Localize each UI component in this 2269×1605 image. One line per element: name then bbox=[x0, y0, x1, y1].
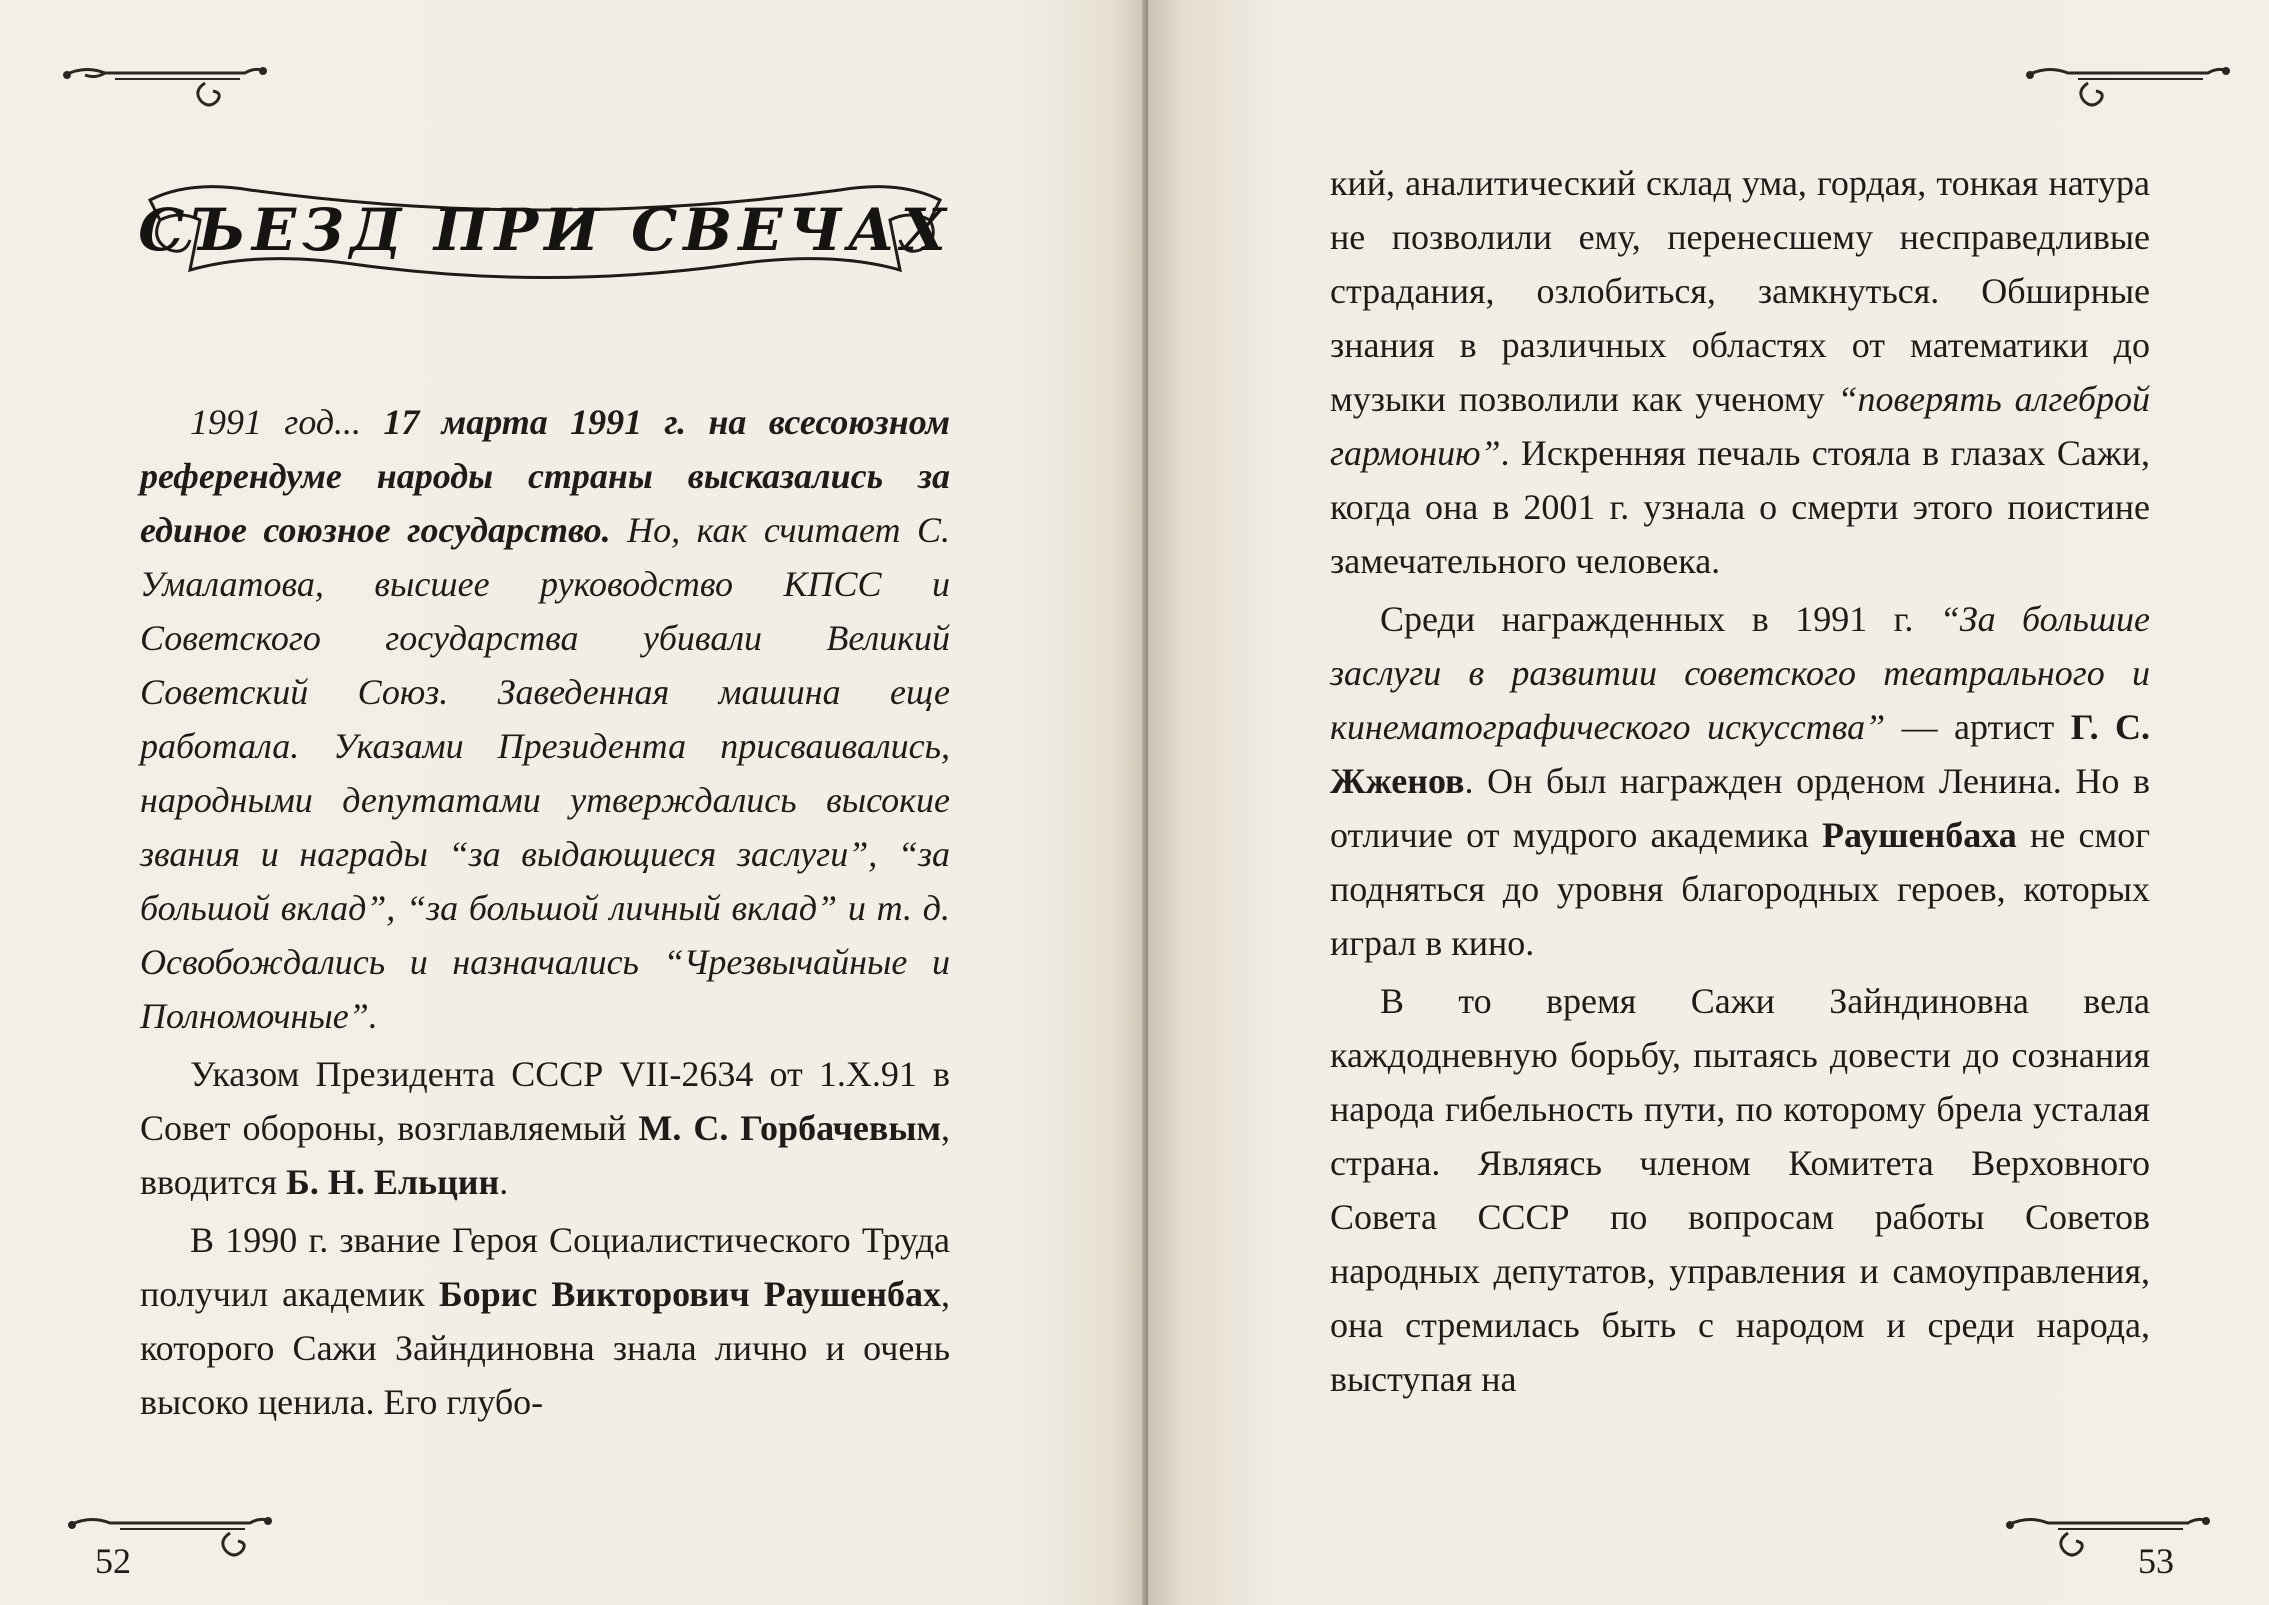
text-run: Среди награжденных в 1991 г. bbox=[1380, 599, 1940, 639]
text-run: Борис Викторович Раушенбах bbox=[438, 1274, 941, 1314]
page-number-right: 53 bbox=[2138, 1541, 2174, 1581]
text-run: . Он был награжден орденом Ленина. Но в отличие от мудрого академика bbox=[1330, 761, 2150, 855]
ornament-scroll-icon bbox=[55, 45, 275, 125]
text-run: “поверять алгеброй гармонию” bbox=[1330, 379, 2151, 473]
text-run: — артист bbox=[1885, 707, 2071, 747]
right-paragraph-1 bbox=[1330, 156, 2150, 588]
text-run: Г. С. Жженов bbox=[1330, 707, 2151, 801]
right-page bbox=[1148, 0, 2269, 1605]
text-run: . bbox=[499, 1162, 509, 1202]
text-run: М. С. Горбачевым bbox=[638, 1108, 941, 1148]
right-body-text bbox=[1330, 156, 2150, 1410]
text-run: , вводится bbox=[140, 1108, 950, 1202]
left-paragraph-1 bbox=[140, 395, 950, 1043]
text-run: “За большие заслуги в развитии советского театрального и кинематографического искусства” bbox=[1330, 599, 2150, 747]
ornament-scroll-icon bbox=[60, 1495, 280, 1575]
left-paragraph-2 bbox=[140, 1047, 950, 1209]
text-run: 1991 год... bbox=[190, 402, 384, 442]
left-body-text bbox=[140, 395, 950, 1433]
ornament-scroll-icon bbox=[1998, 1495, 2218, 1575]
title-banner bbox=[130, 160, 960, 300]
text-run: Раушенбаха bbox=[1821, 815, 2017, 855]
text-run: Б. Н. Ельцин bbox=[286, 1162, 500, 1202]
ornament-scroll-icon bbox=[2018, 45, 2238, 125]
text-run: В 1990 г. звание Героя Социалистического Труда получил академик bbox=[140, 1220, 950, 1314]
text-run: 17 марта 1991 г. на всесоюзном референдуме народы страны высказались за единое союзное государство. bbox=[140, 402, 951, 550]
text-run: В то время Сажи Зайндиновна вела каждодневную борьбу, пытаясь довести до сознания народа гибельность пути, по которому брела усталая страна. Являясь членом Комитета Верховного Совета СССР по вопросам работы Советов народных депутатов, управления и самоуправления, она стремилась быть с народом и среди народа, выступая на bbox=[1330, 981, 2150, 1399]
text-run: Но, как считает С. Умалатова, высшее руководство КПСС и Советского государства убивали Великий Советский Союз. Заведенная машина еще работала. Указами Президента присваивались, народными депутатами утверждались высокие звания и награды “за выдающиеся заслуги”, “за большой вклад”, “за большой личный вклад” и т. д. Освобождались и назначались “Чрезвычайные и Полномочные”. bbox=[140, 510, 950, 1036]
text-run: . Искренняя печаль стояла в глазах Сажи, когда она в 2001 г. узнала о смерти этого поистине замечательного человека. bbox=[1330, 433, 2150, 581]
page-title: СЪЕЗД ПРИ СВЕЧАХ bbox=[138, 196, 952, 264]
text-run: кий, аналитический склад ума, гордая, тонкая натура не позволили ему, перенесшему несправедливые страдания, озлобиться, замкнуться. Обширные знания в различных областях от математики до музыки позволили как ученому bbox=[1330, 163, 2150, 419]
left-paragraph-3 bbox=[140, 1213, 950, 1429]
right-paragraph-3 bbox=[1330, 974, 2150, 1406]
text-run: , которого Сажи Зайндиновна знала лично и очень высоко ценила. Его глубо- bbox=[140, 1274, 950, 1422]
text-run: Указом Президента СССР VII-2634 от 1.X.91 в Совет обороны, возглавляемый bbox=[140, 1054, 950, 1148]
page-number-left: 52 bbox=[95, 1541, 131, 1581]
right-paragraph-2 bbox=[1330, 592, 2150, 970]
text-run: не смог подняться до уровня благородных героев, которых играл в кино. bbox=[1330, 815, 2150, 963]
